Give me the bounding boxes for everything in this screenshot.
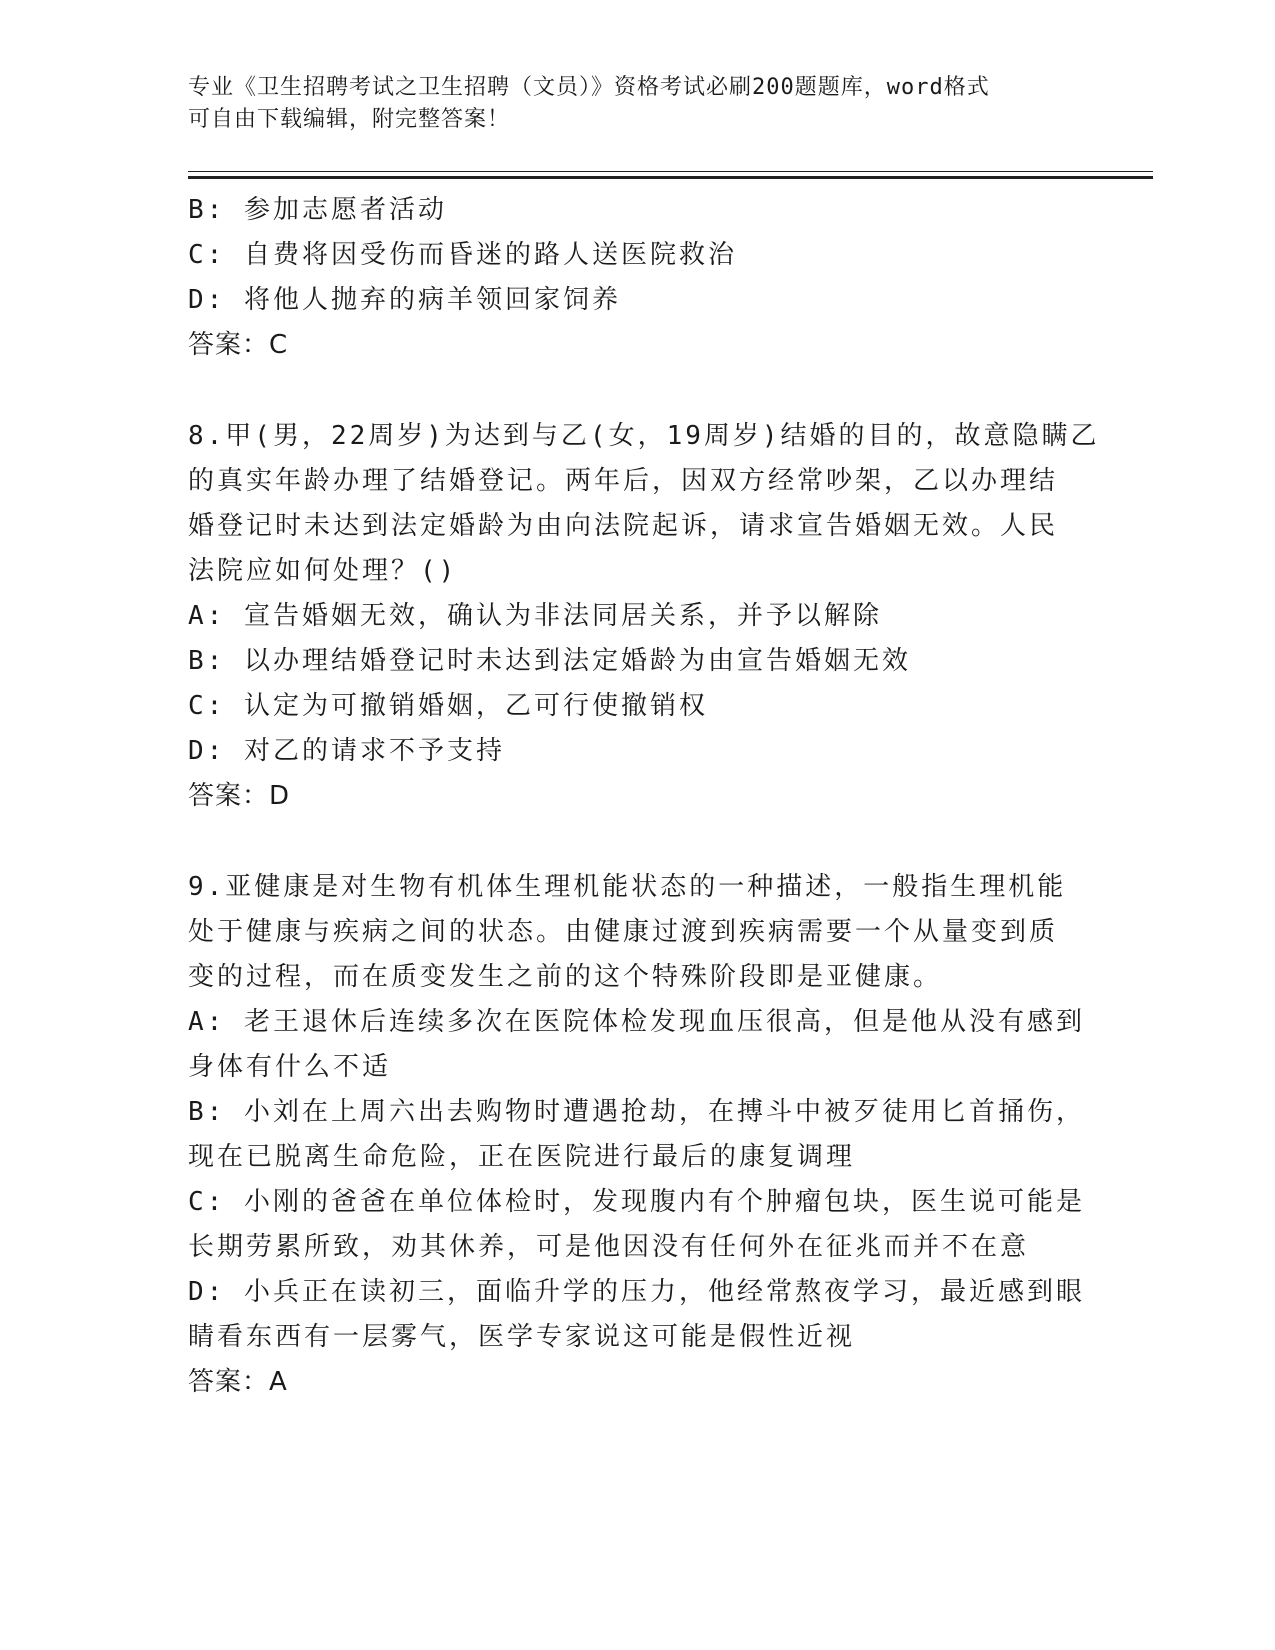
q8-option-d: D: 对乙的请求不予支持 <box>188 736 505 766</box>
q8-stem-line-1: 8.甲(男，22周岁)为达到与乙(女，19周岁)结婚的目的，故意隐瞒乙 <box>188 421 1100 451</box>
q8-stem-line-4: 法院应如何处理？() <box>188 556 458 586</box>
header-line-2: 可自由下载编辑，附完整答案！ <box>188 107 511 132</box>
q8-option-c: C: 认定为可撤销婚姻，乙可行使撤销权 <box>188 691 708 721</box>
spacer <box>188 368 1088 414</box>
q7-option-c: C: 自费将因受伤而昏迷的路人送医院救治 <box>188 240 737 270</box>
q8-stem-line-3: 婚登记时未达到法定婚龄为由向法院起诉，请求宣告婚姻无效。人民 <box>188 511 1059 541</box>
document-header <box>188 72 1068 136</box>
header-rule-thick <box>188 176 1153 179</box>
q9-answer: 答案：A <box>188 1367 288 1397</box>
q9-stem-line-2: 处于健康与疾病之间的状态。由健康过渡到疾病需要一个从量变到质 <box>188 917 1059 947</box>
header-rule-thin <box>188 171 1153 172</box>
q9-option-b-line-1: B: 小刘在上周六出去购物时遭遇抢劫，在搏斗中被歹徒用匕首捅伤， <box>188 1097 1085 1127</box>
q7-option-b: B: 参加志愿者活动 <box>188 195 447 225</box>
q9-option-c-line-1: C: 小刚的爸爸在单位体检时，发现腹内有个肿瘤包块，医生说可能是 <box>188 1187 1085 1217</box>
q7-option-d: D: 将他人抛弃的病羊领回家饲养 <box>188 285 621 315</box>
question-8 <box>188 414 1100 819</box>
q9-option-b-line-2: 现在已脱离生命危险，正在医院进行最后的康复调理 <box>188 1142 856 1172</box>
header-line-1: 专业《卫生招聘考试之卫生招聘（文员）》资格考试必刷200题题库，word格式 <box>188 75 990 100</box>
q9-option-a-line-1: A: 老王退休后连续多次在医院体检发现血压很高，但是他从没有感到 <box>188 1007 1085 1037</box>
q8-option-a: A: 宣告婚姻无效，确认为非法同居关系，并予以解除 <box>188 601 882 631</box>
q9-stem-line-1: 9.亚健康是对生物有机体生理机能状态的一种描述，一般指生理机能 <box>188 872 1067 902</box>
document-body <box>188 188 1100 1405</box>
q8-option-b: B: 以办理结婚登记时未达到法定婚龄为由宣告婚姻无效 <box>188 646 911 676</box>
q9-stem-line-3: 变的过程，而在质变发生之前的这个特殊阶段即是亚健康。 <box>188 962 943 992</box>
q8-answer: 答案：D <box>188 781 291 811</box>
q9-option-c-line-2: 长期劳累所致，劝其休养，可是他因没有任何外在征兆而并不在意 <box>188 1232 1030 1262</box>
q9-option-d-line-2: 睛看东西有一层雾气，医学专家说这可能是假性近视 <box>188 1322 856 1352</box>
q9-option-d-line-1: D: 小兵正在读初三，面临升学的压力，他经常熬夜学习，最近感到眼 <box>188 1277 1085 1307</box>
q8-stem-line-2: 的真实年龄办理了结婚登记。两年后，因双方经常吵架，乙以办理结 <box>188 466 1059 496</box>
q7-answer: 答案：C <box>188 330 289 360</box>
question-7-continuation <box>188 188 1088 368</box>
question-9 <box>188 865 1088 1405</box>
spacer <box>188 819 1088 865</box>
q9-option-a-line-2: 身体有什么不适 <box>188 1052 392 1082</box>
